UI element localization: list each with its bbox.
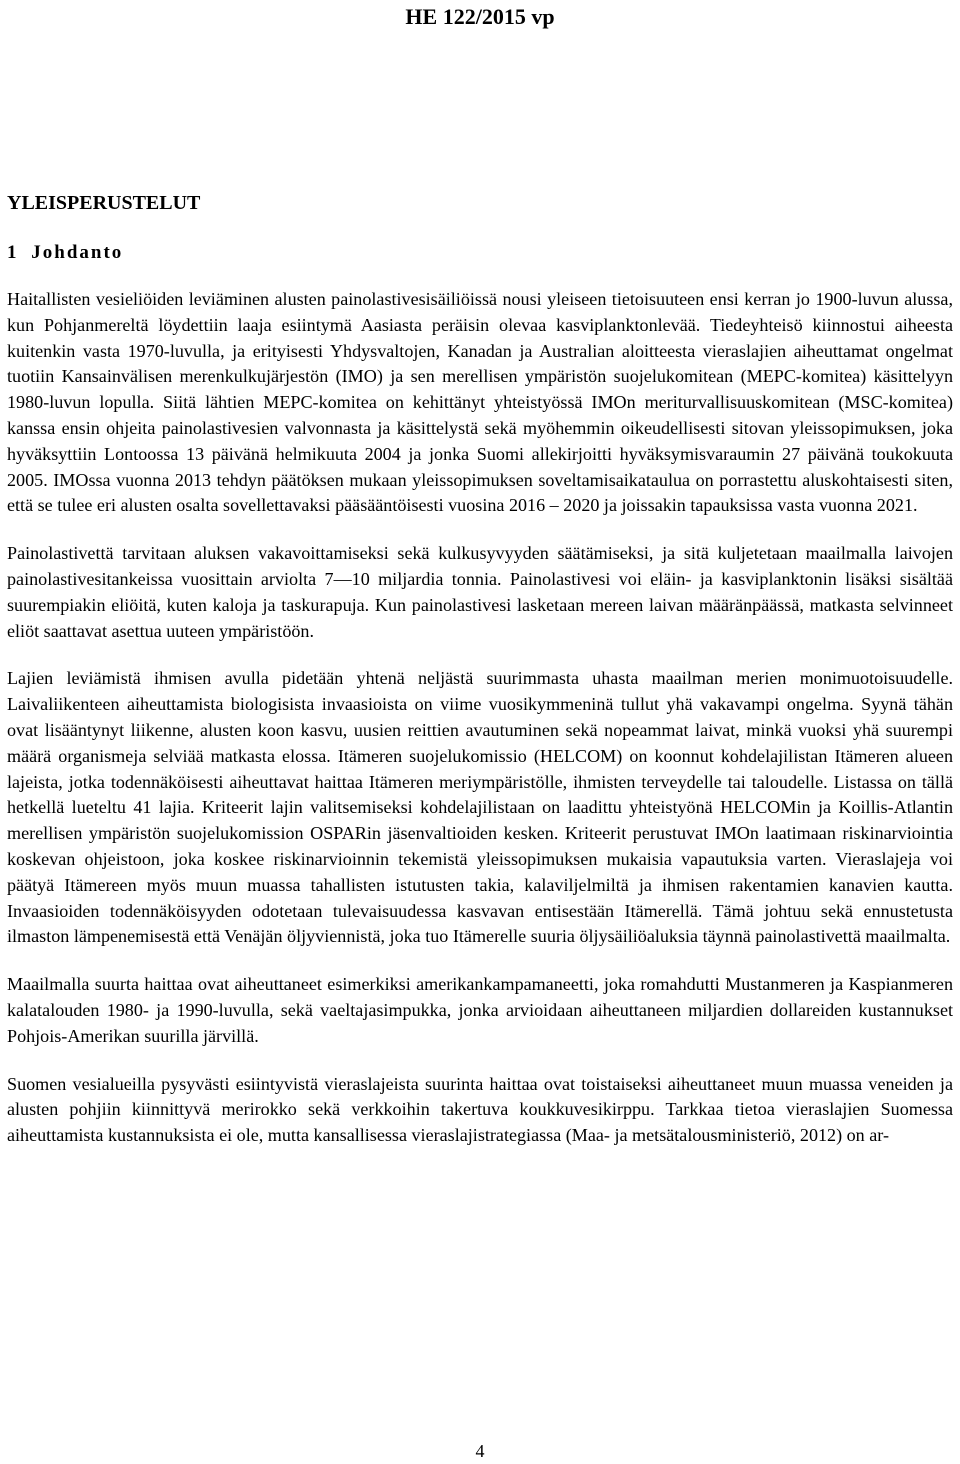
subsection-title: Johdanto: [31, 242, 124, 263]
paragraph-5: Suomen vesialueilla pysyvästi esiintyvistä vieraslajeista suurinta haittaa ovat toistaiseksi aiheuttaneet muun muassa veneiden ja alusten pohjiin kiinnittyvä merirokko sekä verkkoihin takertuva koukkuvesikirppu. Tarkkaa tietoa vieraslajien Suomessa aiheuttamista kustannuksista ei ole, mutta kansallisessa vieraslajistrategiassa (Maa- ja metsätalousministeriö, 2012) on ar-: [7, 1073, 953, 1146]
page-number: 4: [475, 1441, 485, 1461]
paragraph-2: Painolastivettä tarvitaan aluksen vakavoittamiseksi sekä kulkusyvyyden säätämiseksi, ja sitä kuljetetaan maailmalla laivojen painolastivesitankeissa vuosittain arviolta 7—10 miljardia tonnia. Painolastivesi voi eläin- ja kasviplanktonin lisäksi sisältää suurempiakin eliöitä, kuten kaloja ja taskurapuja. Kun painolastivesi lasketaan mereen laivan määränpäässä, matkasta selvinneet eliöt saattavat asettua uuteen ympäristöön.: [7, 543, 953, 641]
paragraph-1: Haitallisten vesieliöiden leviäminen alusten painolastivesisäiliöissä nousi yleiseen tietoisuuteen ensi kerran jo 1900-luvun alussa, kun Pohjanmereltä löydettiin laaja esiintymä Aasiasta peräisin olevaa kasviplanktonlevää. Tiedeyhteisö kiinnostui aiheesta kuitenkin vasta 1970-luvulla, ja erityisesti Yhdysvaltojen, Kanadan ja Australian aloitteesta vieraslajien aiheuttamat ongelmat tuotiin Kansainvälisen merenkulkujärjestön (IMO) ja sen merellisen ympäristön suojelukomitean (MEPC-komitea) käsittelyyn 1980-luvun lopulla. Siitä lähtien MEPC-komitea on kehittänyt yhteistyössä IMOn meriturvallisuuskomitean (MSC-komitea) kanssa ensin ohjeita painolastivesien valvonnasta ja käsittelystä sekä myöhemmin oikeudellisesti sitovan yleissopimuksen, joka hyväksyttiin Lontoossa 13 päivänä helmikuuta 2004 ja jonka Suomi allekirjoitti hyväksymisvaraumin 27 päivänä toukokuuta 2005. IMOssa vuonna 2013 tehdyn päätöksen mukaan yleissopimuksen soveltamisaikataulua on porrastettu aluskohtaisesti siten, että se tulee eri alusten osalta sovellettavaksi pääsääntöisesti vuosina 2016 – 2020 ja joissakin tapauksissa vasta vuonna 2021.: [7, 289, 953, 516]
paragraph-3: Lajien leviämistä ihmisen avulla pidetään yhtenä neljästä suurimmasta uhasta maailman merien monimuotoisuudelle. Laivaliikenteen aiheuttamista biologisista invaasioista on viime vuosikymmeninä tullut yhä vakavampi ongelma. Syynä tähän ovat lisääntynyt liikenne, alusten koon kasvu, uusien reittien avautuminen sekä nopeammat laivat, minkä vuoksi yhä suurempi määrä organismeja selviää matkasta elossa. Itämeren suojelukomissio (HELCOM) on koonnut kohdelajilistan Itämeren alueen lajeista, jotka todennäköisesti aiheuttavat haittaa Itämeren meriympäristölle, ihmisten terveydelle tai taloudelle. Listassa on tällä hetkellä lueteltu 41 lajia. Kriteerit lajin valitsemiseksi kohdelajilistaan on laadittu yhteistyönä HELCOMin ja Koillis-Atlantin merellisen ympäristön suojelukomission OSPARin jäsenvaltioiden kesken. Kriteerit perustuvat IMOn laatimaan riskinarviointia koskevan ohjeistoon, joka koskee riskinarvioinnin tekemistä yleissopimuksen mukaisia vapautuksia varten. Vieraslajeja voi päätyä Itämereen myös muun muassa tahallisten istutusten takia, kalaviljelmiltä ja ihmisen rakentamien kanavien kautta. Invaasioiden todennäköisyyden odotetaan tulevaisuudessa kasvavan entisestään Itämerellä. Tämä johtuu sekä ennustetusta ilmaston lämpenemisestä että Venäjän öljyviennistä, joka tuo Itämerelle suuria öljysäiliöaluksia täynnä painolastivettä maailmalta.: [7, 668, 953, 947]
paragraph-4: Maailmalla suurta haittaa ovat aiheuttaneet esimerkiksi amerikankampamaneetti, joka romahdutti Mustanmeren ja Kaspianmeren kalatalouden 1980- ja 1990-luvulla, sekä vaeltajasimpukka, jonka arvioidaan aiheuttaneen miljardien dollareiden kustannukset Pohjois-Amerikan suurilla järvillä.: [7, 974, 953, 1046]
section-heading: YLEISPERUSTELUT: [7, 192, 201, 214]
subsection-heading: [7, 240, 953, 266]
page-footer: [0, 1440, 960, 1462]
document-id: HE 122/2015 vp: [405, 4, 555, 29]
document-header: [0, 4, 960, 30]
document-body: [7, 190, 953, 1149]
subsection-number: 1: [7, 242, 17, 263]
